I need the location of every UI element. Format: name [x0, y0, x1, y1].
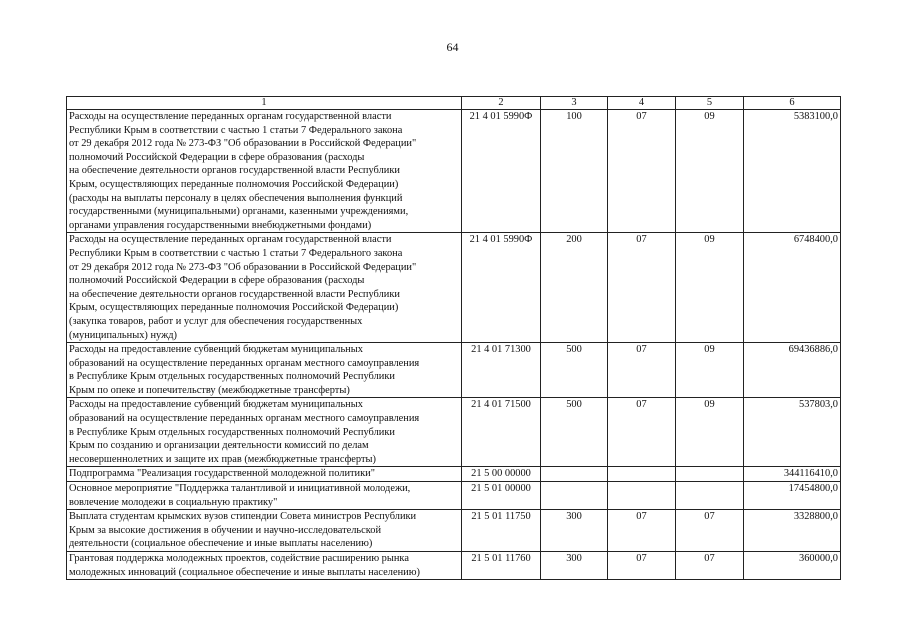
column-header: 3 — [541, 97, 608, 110]
row-target-article: 21 5 01 11750 — [462, 510, 541, 552]
row-target-article: 21 5 01 00000 — [462, 482, 541, 510]
table-row — [67, 482, 841, 510]
row-section — [608, 482, 676, 510]
row-target-article: 21 5 00 00000 — [462, 467, 541, 482]
row-target-article: 21 5 01 11760 — [462, 552, 541, 580]
table-row — [67, 398, 841, 467]
row-expense-type: 300 — [541, 510, 608, 552]
row-amount: 344116410,0 — [744, 467, 841, 482]
row-section: 07 — [608, 552, 676, 580]
row-section: 07 — [608, 110, 676, 233]
table-row — [67, 510, 841, 552]
table-row — [67, 552, 841, 580]
table-row — [67, 110, 841, 233]
row-description: Грантовая поддержка молодежных проектов, содействие расширению рынка молодежных инноваций (социальное обеспечение и иные выплаты населению) — [67, 552, 462, 580]
row-expense-type: 100 — [541, 110, 608, 233]
row-subsection: 09 — [676, 343, 744, 398]
row-section: 07 — [608, 510, 676, 552]
row-section: 07 — [608, 233, 676, 343]
column-header: 6 — [744, 97, 841, 110]
row-description: Выплата студентам крымских вузов стипендии Совета министров Республики Крым за высокие достижения в обучении и научно-исследовательской деятельности (социальное обеспечение и иные выплаты населению) — [67, 510, 462, 552]
budget-table — [66, 96, 841, 580]
row-target-article: 21 4 01 5990Ф — [462, 110, 541, 233]
row-subsection — [676, 482, 744, 510]
row-section: 07 — [608, 343, 676, 398]
row-expense-type: 300 — [541, 552, 608, 580]
table-row — [67, 467, 841, 482]
row-amount: 6748400,0 — [744, 233, 841, 343]
row-subsection: 09 — [676, 233, 744, 343]
row-amount: 3328800,0 — [744, 510, 841, 552]
column-header: 5 — [676, 97, 744, 110]
table-row — [67, 343, 841, 398]
row-amount: 69436886,0 — [744, 343, 841, 398]
row-expense-type — [541, 467, 608, 482]
header-row — [67, 97, 841, 110]
row-expense-type: 500 — [541, 398, 608, 467]
row-subsection: 09 — [676, 110, 744, 233]
row-subsection: 09 — [676, 398, 744, 467]
row-subsection: 07 — [676, 510, 744, 552]
row-amount: 17454800,0 — [744, 482, 841, 510]
row-expense-type: 200 — [541, 233, 608, 343]
row-target-article: 21 4 01 5990Ф — [462, 233, 541, 343]
row-description: Расходы на предоставление субвенций бюджетам муниципальных образований на осуществление переданных органам местного самоуправления в Республике Крым отдельных государственных полномочий Республики Крым по созданию и организации деятельности комиссий по делам несовершеннолетних и защите их прав (межбюджетные трансферты) — [67, 398, 462, 467]
table-body — [67, 110, 841, 580]
row-target-article: 21 4 01 71300 — [462, 343, 541, 398]
row-description: Расходы на осуществление переданных органам государственной власти Республики Крым в соответствии с частью 1 статьи 7 Федерального закона от 29 декабря 2012 года № 273-ФЗ "Об образовании в Российской Федерации" полномочий Российской Федерации в сфере образования (расходы на обеспечение деятельности органов государственной власти Республики Крым, осуществляющих переданные полномочия Российской Федерации) (расходы на выплаты персоналу в целях обеспечения выполнения функций государственными (муниципальными) органами, казенными учреждениями, органами управления государственными внебюджетными фондами) — [67, 110, 462, 233]
column-header: 4 — [608, 97, 676, 110]
row-expense-type — [541, 482, 608, 510]
row-expense-type: 500 — [541, 343, 608, 398]
row-description: Расходы на предоставление субвенций бюджетам муниципальных образований на осуществление переданных органам местного самоуправления в Республике Крым отдельных государственных полномочий Республики Крым по опеке и попечительству (межбюджетные трансферты) — [67, 343, 462, 398]
row-amount: 360000,0 — [744, 552, 841, 580]
row-amount: 537803,0 — [744, 398, 841, 467]
row-description: Основное мероприятие "Поддержка талантливой и инициативной молодежи, вовлечение молодежи в социальную практику" — [67, 482, 462, 510]
page-number: 64 — [446, 40, 459, 54]
table-header — [67, 97, 841, 110]
row-amount: 5383100,0 — [744, 110, 841, 233]
row-subsection: 07 — [676, 552, 744, 580]
column-header: 1 — [67, 97, 462, 110]
row-target-article: 21 4 01 71500 — [462, 398, 541, 467]
column-header: 2 — [462, 97, 541, 110]
row-subsection — [676, 467, 744, 482]
row-description: Подпрограмма "Реализация государственной молодежной политики" — [67, 467, 462, 482]
table-row — [67, 233, 841, 343]
row-section — [608, 467, 676, 482]
row-description: Расходы на осуществление переданных органам государственной власти Республики Крым в соответствии с частью 1 статьи 7 Федерального закона от 29 декабря 2012 года № 273-ФЗ "Об образовании в Российской Федерации" полномочий Российской Федерации в сфере образования (расходы на обеспечение деятельности органов государственной власти Республики Крым, осуществляющих переданные полномочия Российской Федерации) (закупка товаров, работ и услуг для обеспечения государственных (муниципальных) нужд) — [67, 233, 462, 343]
row-section: 07 — [608, 398, 676, 467]
